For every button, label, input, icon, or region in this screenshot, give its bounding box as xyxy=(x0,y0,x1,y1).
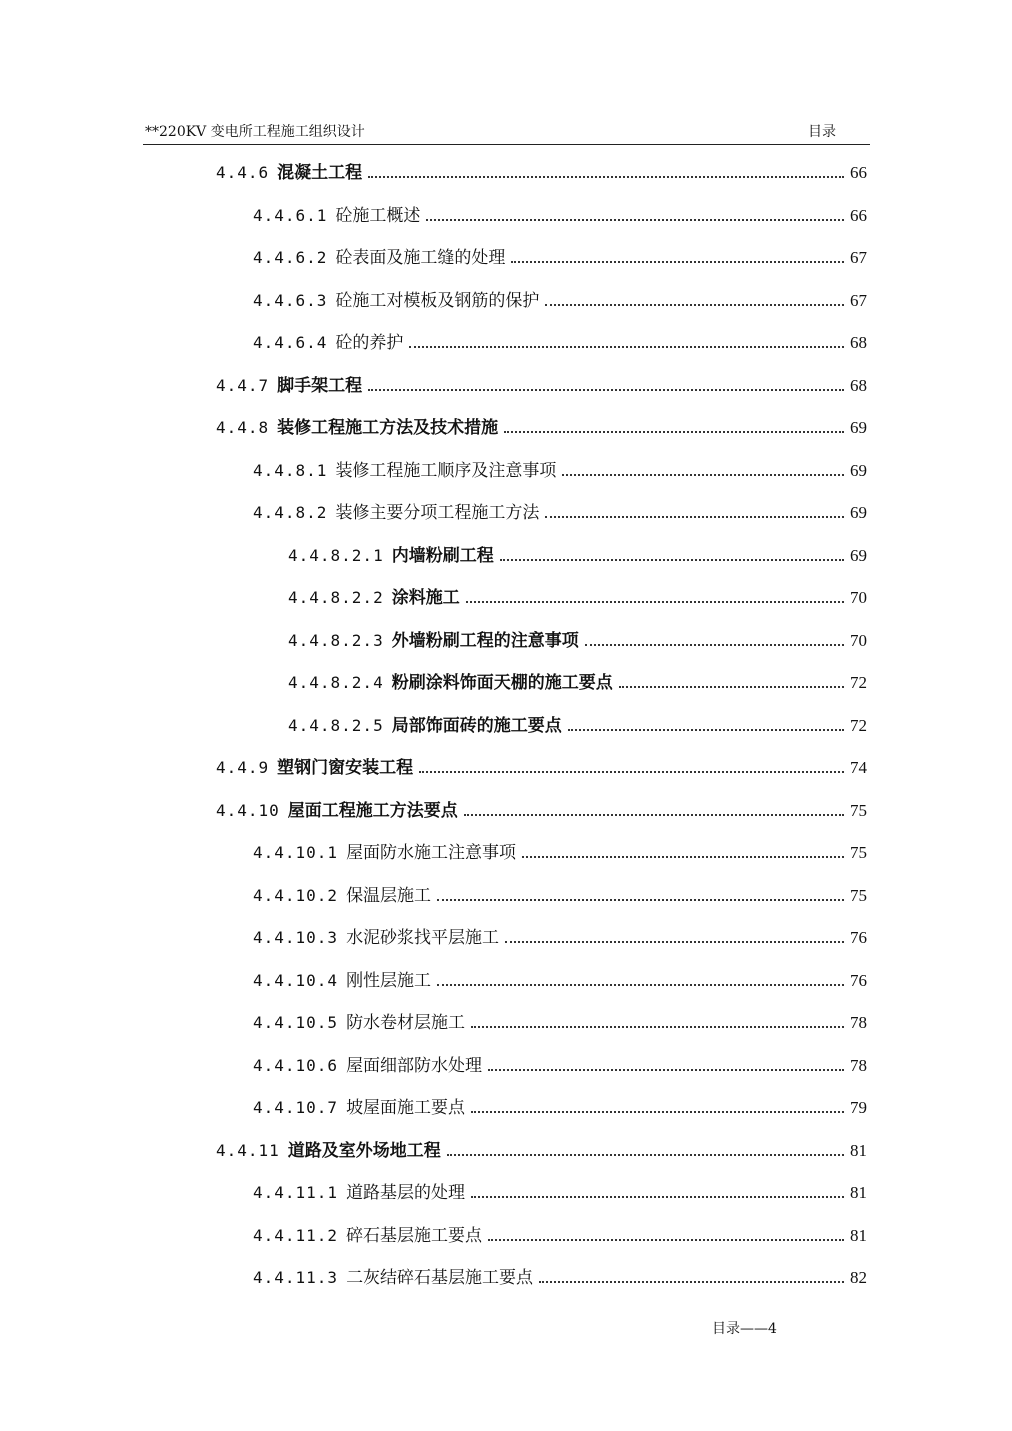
page-footer: 目录——4 xyxy=(712,1321,777,1337)
toc-entry-page: 79 xyxy=(850,1098,867,1117)
toc-entry[interactable] xyxy=(253,1263,867,1293)
toc-entry-number: 4.4.8.2.4 xyxy=(288,673,384,692)
toc-entry-page: 69 xyxy=(850,460,867,480)
toc-entry-title: 塑钢门窗安装工程 xyxy=(277,758,414,778)
toc-dot-leader xyxy=(619,686,844,688)
toc-dot-leader xyxy=(437,899,844,901)
toc-dot-leader xyxy=(504,431,844,433)
toc-entry-number: 4.4.8.2 xyxy=(253,503,328,522)
toc-entry-page: 68 xyxy=(850,333,867,352)
toc-dot-leader xyxy=(585,644,844,646)
toc-entry[interactable] xyxy=(253,1093,867,1123)
toc-entry-page: 66 xyxy=(850,205,867,225)
toc-entry-title: 刚性层施工 xyxy=(346,970,432,991)
toc-entry-page: 76 xyxy=(850,928,867,947)
toc-entry-title: 屋面工程施工方法要点 xyxy=(287,800,458,821)
toc-entry-title: 二灰结碎石基层施工要点 xyxy=(346,1268,534,1288)
toc-entry-title: 砼的养护 xyxy=(335,333,404,353)
toc-entry[interactable] xyxy=(253,881,867,911)
toc-dot-leader xyxy=(568,729,844,731)
toc-entry-number: 4.4.9 xyxy=(216,758,270,777)
toc-entry-title: 保温层施工 xyxy=(346,885,432,906)
toc-entry-number: 4.4.10.3 xyxy=(253,928,339,947)
toc-entry[interactable] xyxy=(253,328,867,358)
section-label: 目录 xyxy=(808,124,836,140)
toc-entry-title: 水泥砂浆找平层施工 xyxy=(346,928,500,948)
toc-dot-leader xyxy=(471,1196,844,1198)
toc-dot-leader xyxy=(437,984,844,986)
toc-entry-number: 4.4.8 xyxy=(216,418,270,437)
toc-entry-number: 4.4.10.1 xyxy=(253,843,339,862)
toc-entry-number: 4.4.10.6 xyxy=(253,1055,339,1075)
toc-entry-number: 4.4.6.4 xyxy=(253,333,328,352)
toc-dot-leader xyxy=(471,1111,844,1113)
toc-entry-number: 4.4.6 xyxy=(216,163,270,182)
toc-entry[interactable] xyxy=(253,201,867,231)
toc-entry-number: 4.4.10.5 xyxy=(253,1013,339,1032)
toc-entry-page: 75 xyxy=(850,885,867,905)
toc-dot-leader xyxy=(522,856,844,858)
toc-entry-page: 75 xyxy=(850,800,867,820)
toc-entry-page: 70 xyxy=(850,588,867,607)
toc-entry-number: 4.4.8.2.5 xyxy=(288,715,384,735)
toc-entry-title: 外墙粉刷工程的注意事项 xyxy=(391,630,579,651)
toc-dot-leader xyxy=(426,219,844,221)
toc-entry-title: 局部饰面砖的施工要点 xyxy=(391,715,562,736)
toc-entry-title: 装修工程施工方法及技术措施 xyxy=(277,418,499,438)
toc-entry-title: 碎石基层施工要点 xyxy=(346,1225,483,1246)
toc-dot-leader xyxy=(419,771,844,773)
toc-entry-number: 4.4.10.7 xyxy=(253,1098,339,1117)
toc-entry-number: 4.4.11.2 xyxy=(253,1225,339,1245)
toc-entry-page: 70 xyxy=(850,630,867,650)
toc-entry[interactable] xyxy=(253,1221,867,1251)
toc-dot-leader xyxy=(511,261,844,263)
toc-entry-number: 4.4.10.2 xyxy=(253,885,339,905)
toc-entry[interactable] xyxy=(288,711,867,741)
toc-dot-leader xyxy=(505,941,844,943)
toc-entry-title: 屋面细部防水处理 xyxy=(346,1055,483,1076)
toc-entry-number: 4.4.11.1 xyxy=(253,1183,339,1202)
toc-entry-title: 砼施工对模板及钢筋的保护 xyxy=(335,290,540,311)
toc-entry[interactable] xyxy=(253,286,867,316)
toc-dot-leader xyxy=(500,559,844,561)
toc-dot-leader xyxy=(409,346,844,348)
toc-entry[interactable] xyxy=(216,796,867,826)
toc-entry-page: 81 xyxy=(850,1225,867,1245)
toc-entry-page: 67 xyxy=(850,290,867,310)
page-header xyxy=(143,120,870,145)
toc-entry-page: 69 xyxy=(850,418,867,437)
toc-entry-title: 砼施工概述 xyxy=(335,205,421,226)
toc-entry-page: 82 xyxy=(850,1268,867,1287)
toc-dot-leader xyxy=(471,1026,844,1028)
toc-entry-page: 67 xyxy=(850,248,867,267)
toc-entry[interactable] xyxy=(253,498,867,528)
toc-entry-title: 装修工程施工顺序及注意事项 xyxy=(335,460,557,481)
toc-entry-number: 4.4.6.3 xyxy=(253,290,328,310)
toc-entry-page: 72 xyxy=(850,715,867,735)
toc-entry-title: 粉刷涂料饰面天棚的施工要点 xyxy=(391,673,613,693)
toc-entry[interactable] xyxy=(253,456,867,486)
toc-entry-number: 4.4.11.3 xyxy=(253,1268,339,1287)
toc-entry-title: 脚手架工程 xyxy=(277,375,363,396)
toc-entry[interactable] xyxy=(216,158,867,188)
toc-entry-title: 砼表面及施工缝的处理 xyxy=(335,248,506,268)
toc-dot-leader xyxy=(545,304,844,306)
toc-entry-page: 68 xyxy=(850,375,867,395)
toc-dot-leader xyxy=(368,176,844,178)
toc-entry-title: 装修主要分项工程施工方法 xyxy=(335,503,540,523)
toc-entry-page: 81 xyxy=(850,1140,867,1160)
toc-entry[interactable] xyxy=(288,541,867,571)
toc-entry-title: 混凝土工程 xyxy=(277,163,363,183)
toc-entry[interactable] xyxy=(253,243,867,273)
toc-entry[interactable] xyxy=(216,413,867,443)
toc-entry-number: 4.4.10.4 xyxy=(253,970,339,990)
toc-dot-leader xyxy=(488,1239,844,1241)
toc-dot-leader xyxy=(466,601,844,603)
toc-dot-leader xyxy=(447,1154,844,1156)
toc-dot-leader xyxy=(368,389,844,391)
toc-entry-number: 4.4.8.2.3 xyxy=(288,630,384,650)
toc-entry-number: 4.4.10 xyxy=(216,800,280,820)
toc-entry[interactable] xyxy=(253,838,867,868)
toc-entry-number: 4.4.6.2 xyxy=(253,248,328,267)
toc-entry-page: 69 xyxy=(850,545,867,565)
toc-entry-title: 内墙粉刷工程 xyxy=(391,545,494,566)
toc-entry-title: 涂料施工 xyxy=(391,588,460,608)
toc-entry-title: 屋面防水施工注意事项 xyxy=(346,843,517,863)
toc-entry[interactable] xyxy=(253,1051,867,1081)
toc-entry-page: 72 xyxy=(850,673,867,692)
toc-entry[interactable] xyxy=(216,1136,867,1166)
toc-entry-number: 4.4.6.1 xyxy=(253,205,328,225)
toc-entry-number: 4.4.8.1 xyxy=(253,460,328,480)
toc-dot-leader xyxy=(488,1069,844,1071)
toc-dot-leader xyxy=(562,474,844,476)
toc-entry[interactable] xyxy=(288,583,867,613)
toc-entry-page: 74 xyxy=(850,758,867,777)
toc-entry-title: 坡屋面施工要点 xyxy=(346,1098,466,1118)
toc-entry-page: 78 xyxy=(850,1055,867,1075)
toc-entry-number: 4.4.8.2.1 xyxy=(288,545,384,565)
toc-entry-number: 4.4.11 xyxy=(216,1140,280,1160)
toc-entry[interactable] xyxy=(216,753,867,783)
toc-dot-leader xyxy=(545,516,844,518)
toc-entry-number: 4.4.8.2.2 xyxy=(288,588,384,607)
toc-entry-page: 69 xyxy=(850,503,867,522)
toc-entry-page: 75 xyxy=(850,843,867,862)
toc-entry[interactable] xyxy=(253,966,867,996)
toc-entry-title: 防水卷材层施工 xyxy=(346,1013,466,1033)
toc-entry[interactable] xyxy=(216,371,867,401)
toc-entry[interactable] xyxy=(253,923,867,953)
toc-dot-leader xyxy=(464,814,844,816)
toc-entry-page: 66 xyxy=(850,163,867,182)
toc-entry-title: 道路及室外场地工程 xyxy=(287,1140,441,1161)
toc-entry[interactable] xyxy=(288,668,867,698)
toc-entry[interactable] xyxy=(288,626,867,656)
toc-entry-page: 76 xyxy=(850,970,867,990)
toc-entry[interactable] xyxy=(253,1008,867,1038)
toc-entry-number: 4.4.7 xyxy=(216,375,270,395)
toc-dot-leader xyxy=(539,1281,844,1283)
toc-entry-title: 道路基层的处理 xyxy=(346,1183,466,1203)
document-title: **220KV 变电所工程施工组织设计 xyxy=(145,124,365,140)
toc-entry-page: 81 xyxy=(850,1183,867,1202)
toc-entry[interactable] xyxy=(253,1178,867,1208)
toc-entry-page: 78 xyxy=(850,1013,867,1032)
